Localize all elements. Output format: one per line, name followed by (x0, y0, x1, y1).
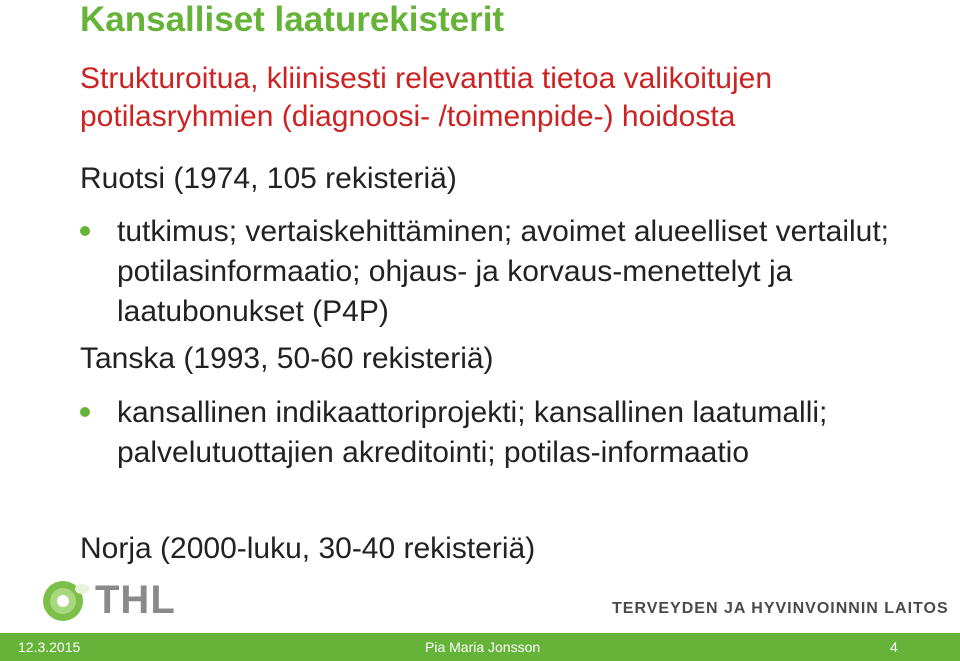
section-heading-denmark: Tanska (1993, 50-60 rekisteriä) (80, 342, 494, 375)
bullet-text-denmark: kansallinen indikaattoriprojekti; kansallinen laatumalli; palvelutuottajien akreditointi; potilas-informaatio (117, 396, 828, 469)
footer-date: 12.3.2015 (18, 639, 81, 655)
footer-author: Pia Maria Jonsson (425, 639, 541, 655)
section-heading-norway: Norja (2000-luku, 30-40 rekisteriä) (80, 532, 536, 565)
slide-title: Kansalliset laaturekisterit (80, 0, 505, 39)
section-heading-sweden: Ruotsi (1974, 105 rekisteriä) (80, 162, 457, 195)
thl-logo (38, 578, 94, 629)
bullet-sweden (80, 212, 940, 332)
bullet-dot-icon (80, 226, 90, 236)
bullet-denmark (80, 393, 940, 473)
bullet-dot-icon (80, 407, 90, 417)
bullet-text-sweden: tutkimus; vertaiskehittäminen; avoimet alueelliset vertailut; potilasinformaatio; ohjaus- ja korvaus-menettelyt ja laatubonukset (P4P) (117, 215, 890, 328)
slide-subtitle: Strukturoitua, kliinisesti relevanttia tietoa valikoitujen potilasryhmien (diagnoosi- /toimenpide-) hoidosta (80, 62, 773, 133)
footer-bar (0, 633, 960, 661)
org-name: TERVEYDEN JA HYVINVOINNIN LAITOS (612, 600, 949, 617)
footer-page-number: 4 (890, 639, 898, 655)
thl-logo-text: THL (95, 578, 176, 622)
thl-logo-icon (38, 578, 94, 624)
